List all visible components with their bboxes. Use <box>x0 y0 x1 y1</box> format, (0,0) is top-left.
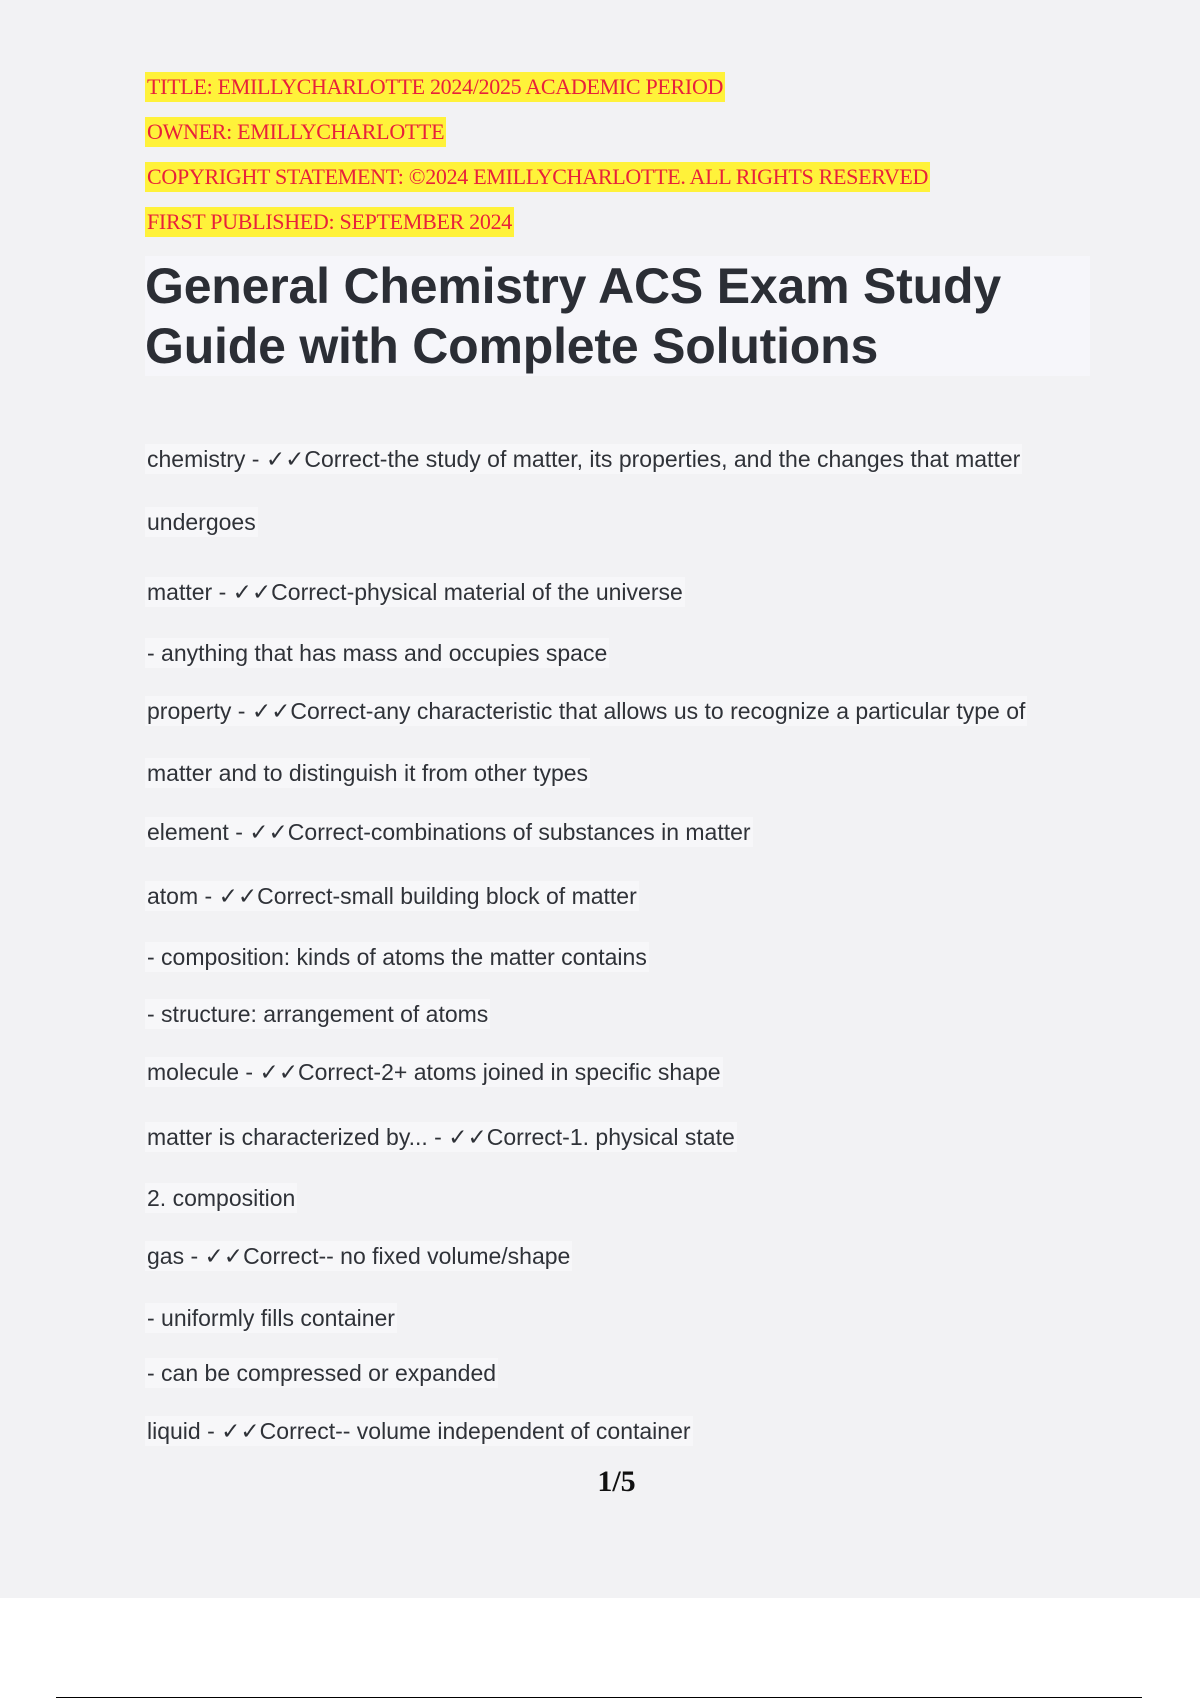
content-line: atom - ✓✓Correct-small building block of matter <box>147 883 637 909</box>
header-copyright-line: COPYRIGHT STATEMENT: ©2024 EMILLYCHARLOTTE. ALL RIGHTS RESERVED <box>145 162 930 192</box>
content-line: matter - ✓✓Correct-physical material of the universe <box>147 579 683 605</box>
content-line: - composition: kinds of atoms the matter contains <box>147 944 647 970</box>
content-line: undergoes <box>147 509 256 535</box>
content-line: 2. composition <box>147 1185 296 1211</box>
document-title-line-1: General Chemistry ACS Exam Study <box>145 258 1001 314</box>
footer-divider <box>56 1697 1142 1698</box>
content-line: matter is characterized by... - ✓✓Correct-1. physical state <box>147 1124 735 1150</box>
page-number: 1/5 <box>597 1465 636 1498</box>
header-title-line: TITLE: EMILLYCHARLOTTE 2024/2025 ACADEMIC PERIOD <box>145 72 725 102</box>
content-line: - can be compressed or expanded <box>147 1360 497 1386</box>
content-line: - uniformly fills container <box>147 1305 395 1331</box>
content-line: matter and to distinguish it from other types <box>147 760 589 786</box>
content-line: chemistry - ✓✓Correct-the study of matter, its properties, and the changes that matter <box>147 446 1021 472</box>
document-title <box>145 256 1090 376</box>
content-line: liquid - ✓✓Correct-- volume independent of container <box>147 1418 691 1444</box>
header-published-line: FIRST PUBLISHED: SEPTEMBER 2024 <box>145 207 514 237</box>
content-line: molecule - ✓✓Correct-2+ atoms joined in specific shape <box>147 1059 721 1085</box>
content-line: element - ✓✓Correct-combinations of substances in matter <box>147 819 751 845</box>
document-title-line-2: Guide with Complete Solutions <box>145 318 879 374</box>
header-owner-line: OWNER: EMILLYCHARLOTTE <box>145 117 446 147</box>
content-line: - anything that has mass and occupies space <box>147 640 608 666</box>
content-line: gas - ✓✓Correct-- no fixed volume/shape <box>147 1243 571 1269</box>
content-line: - structure: arrangement of atoms <box>147 1001 489 1027</box>
content-line: property - ✓✓Correct-any characteristic that allows us to recognize a particular type of <box>147 698 1026 724</box>
